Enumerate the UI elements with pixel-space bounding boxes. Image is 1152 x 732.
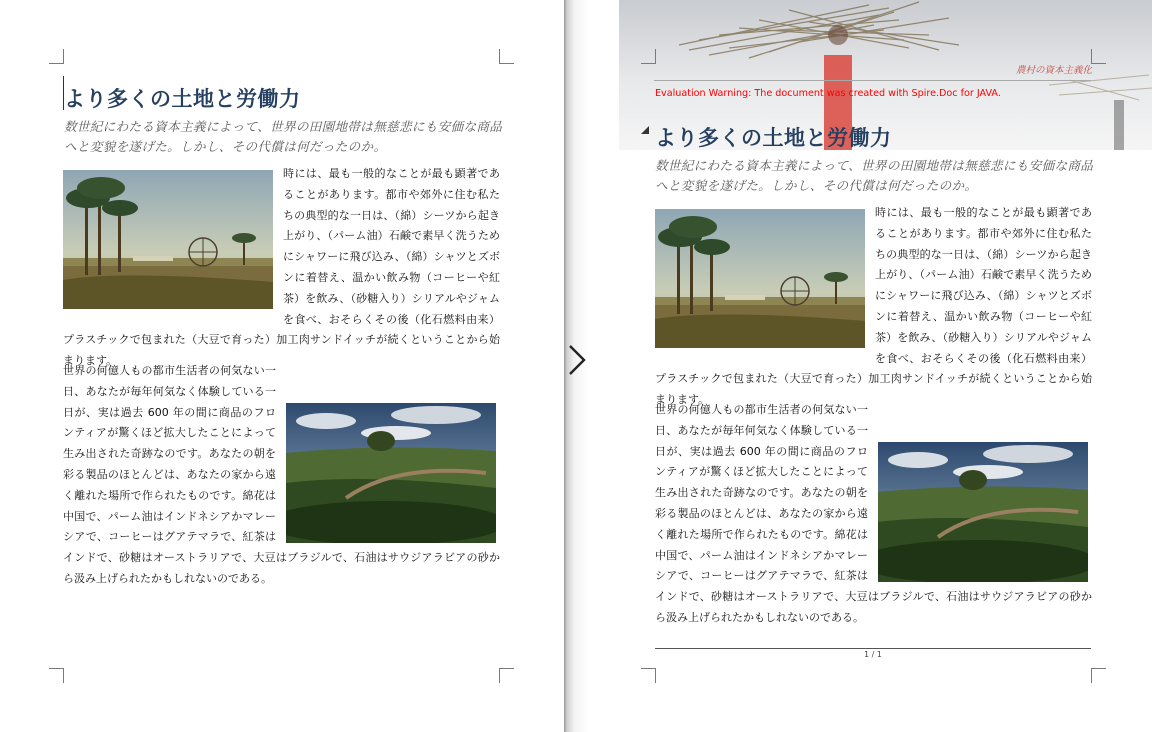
document-title[interactable]: より多くの土地と労働力: [655, 126, 892, 150]
page-corner-mark: [1091, 668, 1106, 683]
page-corner-mark: [49, 668, 64, 683]
farmland-image[interactable]: [878, 442, 1088, 582]
page-corner-mark: [1091, 49, 1106, 64]
document-subtitle[interactable]: 数世紀にわたる資本主義によって、世界の田園地帯は無慈悲にも安価な商品へと変貌を遂げた。しかし、その代償は何だったのか。: [64, 119, 503, 154]
paragraph-2[interactable]: 世界の何億人もの都市生活者の何気ない一日、あなたが毎年何気なく体験している一日が、実は過去 600 年の間に商品のフロンティアが驚くほど拡大したことによって生み出された奇跡なのです。あなたの朝を彩る製品のほとんどは、あなたの家から遠く離れた場所で作られたものです。綿花は中国で、パーム油はインドネシアかマレーシアで、コーヒーはグアテマラで、紅茶はインドで、砂糖はオーストラリアで、大豆はブラジルで、石油はサウジアラビアの砂から汲み上げられたかもしれないのである。: [63, 364, 500, 585]
page-corner-mark: [641, 668, 656, 683]
collapse-triangle-icon[interactable]: [641, 126, 649, 134]
chevron-right-icon[interactable]: [566, 344, 588, 376]
paragraph-1[interactable]: 時には、最も一般的なことが最も顕著であることがあります。都市や郊外に住む私たちの典型的な一日は、（綿）シーツから起き上がり、（パーム油）石鹸で素早く洗うためにシャワーに飛び込み、（綿）シャツとズボンに着替え、温かい飲み物（コーヒーや紅茶）を飲み、（砂糖入り）シリアルやジャムを食べ、おそらくその後（化石燃料由来）プラスチックで包まれた（大豆で育った）加工肉サンドイッチが続くということから始まります。: [655, 206, 1092, 407]
page-corner-mark: [499, 49, 514, 64]
farmland-image[interactable]: [286, 403, 496, 543]
paragraph-1-block: [655, 203, 1092, 411]
paragraph-2-block: [63, 361, 500, 590]
running-header[interactable]: 農村の資本主義化: [1015, 65, 1092, 76]
paragraph-1-block: [63, 164, 500, 372]
plantation-image[interactable]: [655, 209, 865, 348]
evaluation-warning[interactable]: Evaluation Warning: The document was created with Spire.Doc for JAVA.: [655, 88, 1001, 99]
page-corner-mark: [499, 668, 514, 683]
plantation-image[interactable]: [63, 170, 273, 309]
document-title[interactable]: より多くの土地と労働力: [64, 87, 301, 111]
page-number: 1 / 1: [864, 650, 882, 659]
page-corner-mark: [641, 49, 656, 64]
document-subtitle[interactable]: 数世紀にわたる資本主義によって、世界の田園地帯は無慈悲にも安価な商品へと変貌を遂げた。しかし、その代償は何だったのか。: [655, 158, 1094, 193]
paragraph-2-block: [655, 400, 1092, 629]
left-page: [0, 0, 564, 732]
right-page: [589, 0, 1152, 732]
paragraph-2[interactable]: 世界の何億人もの都市生活者の何気ない一日、あなたが毎年何気なく体験している一日が、実は過去 600 年の間に商品のフロンティアが驚くほど拡大したことによって生み出された奇跡なのです。あなたの朝を彩る製品のほとんどは、あなたの家から遠く離れた場所で作られたものです。綿花は中国で、パーム油はインドネシアかマレーシアで、コーヒーはグアテマラで、紅茶はインドで、砂糖はオーストラリアで、大豆はブラジルで、石油はサウジアラビアの砂から汲み上げられたかもしれないのである。: [655, 403, 1092, 624]
header-rule: [654, 80, 1091, 81]
page-corner-mark: [49, 49, 64, 64]
footer-rule: [655, 648, 1091, 649]
paragraph-1[interactable]: 時には、最も一般的なことが最も顕著であることがあります。都市や郊外に住む私たちの典型的な一日は、（綿）シーツから起き上がり、（パーム油）石鹸で素早く洗うためにシャワーに飛び込み、（綿）シャツとズボンに着替え、温かい飲み物（コーヒーや紅茶）を飲み、（砂糖入り）シリアルやジャムを食べ、おそらくその後（化石燃料由来）プラスチックで包まれた（大豆で育った）加工肉サンドイッチが続くということから始まります。: [63, 167, 500, 368]
